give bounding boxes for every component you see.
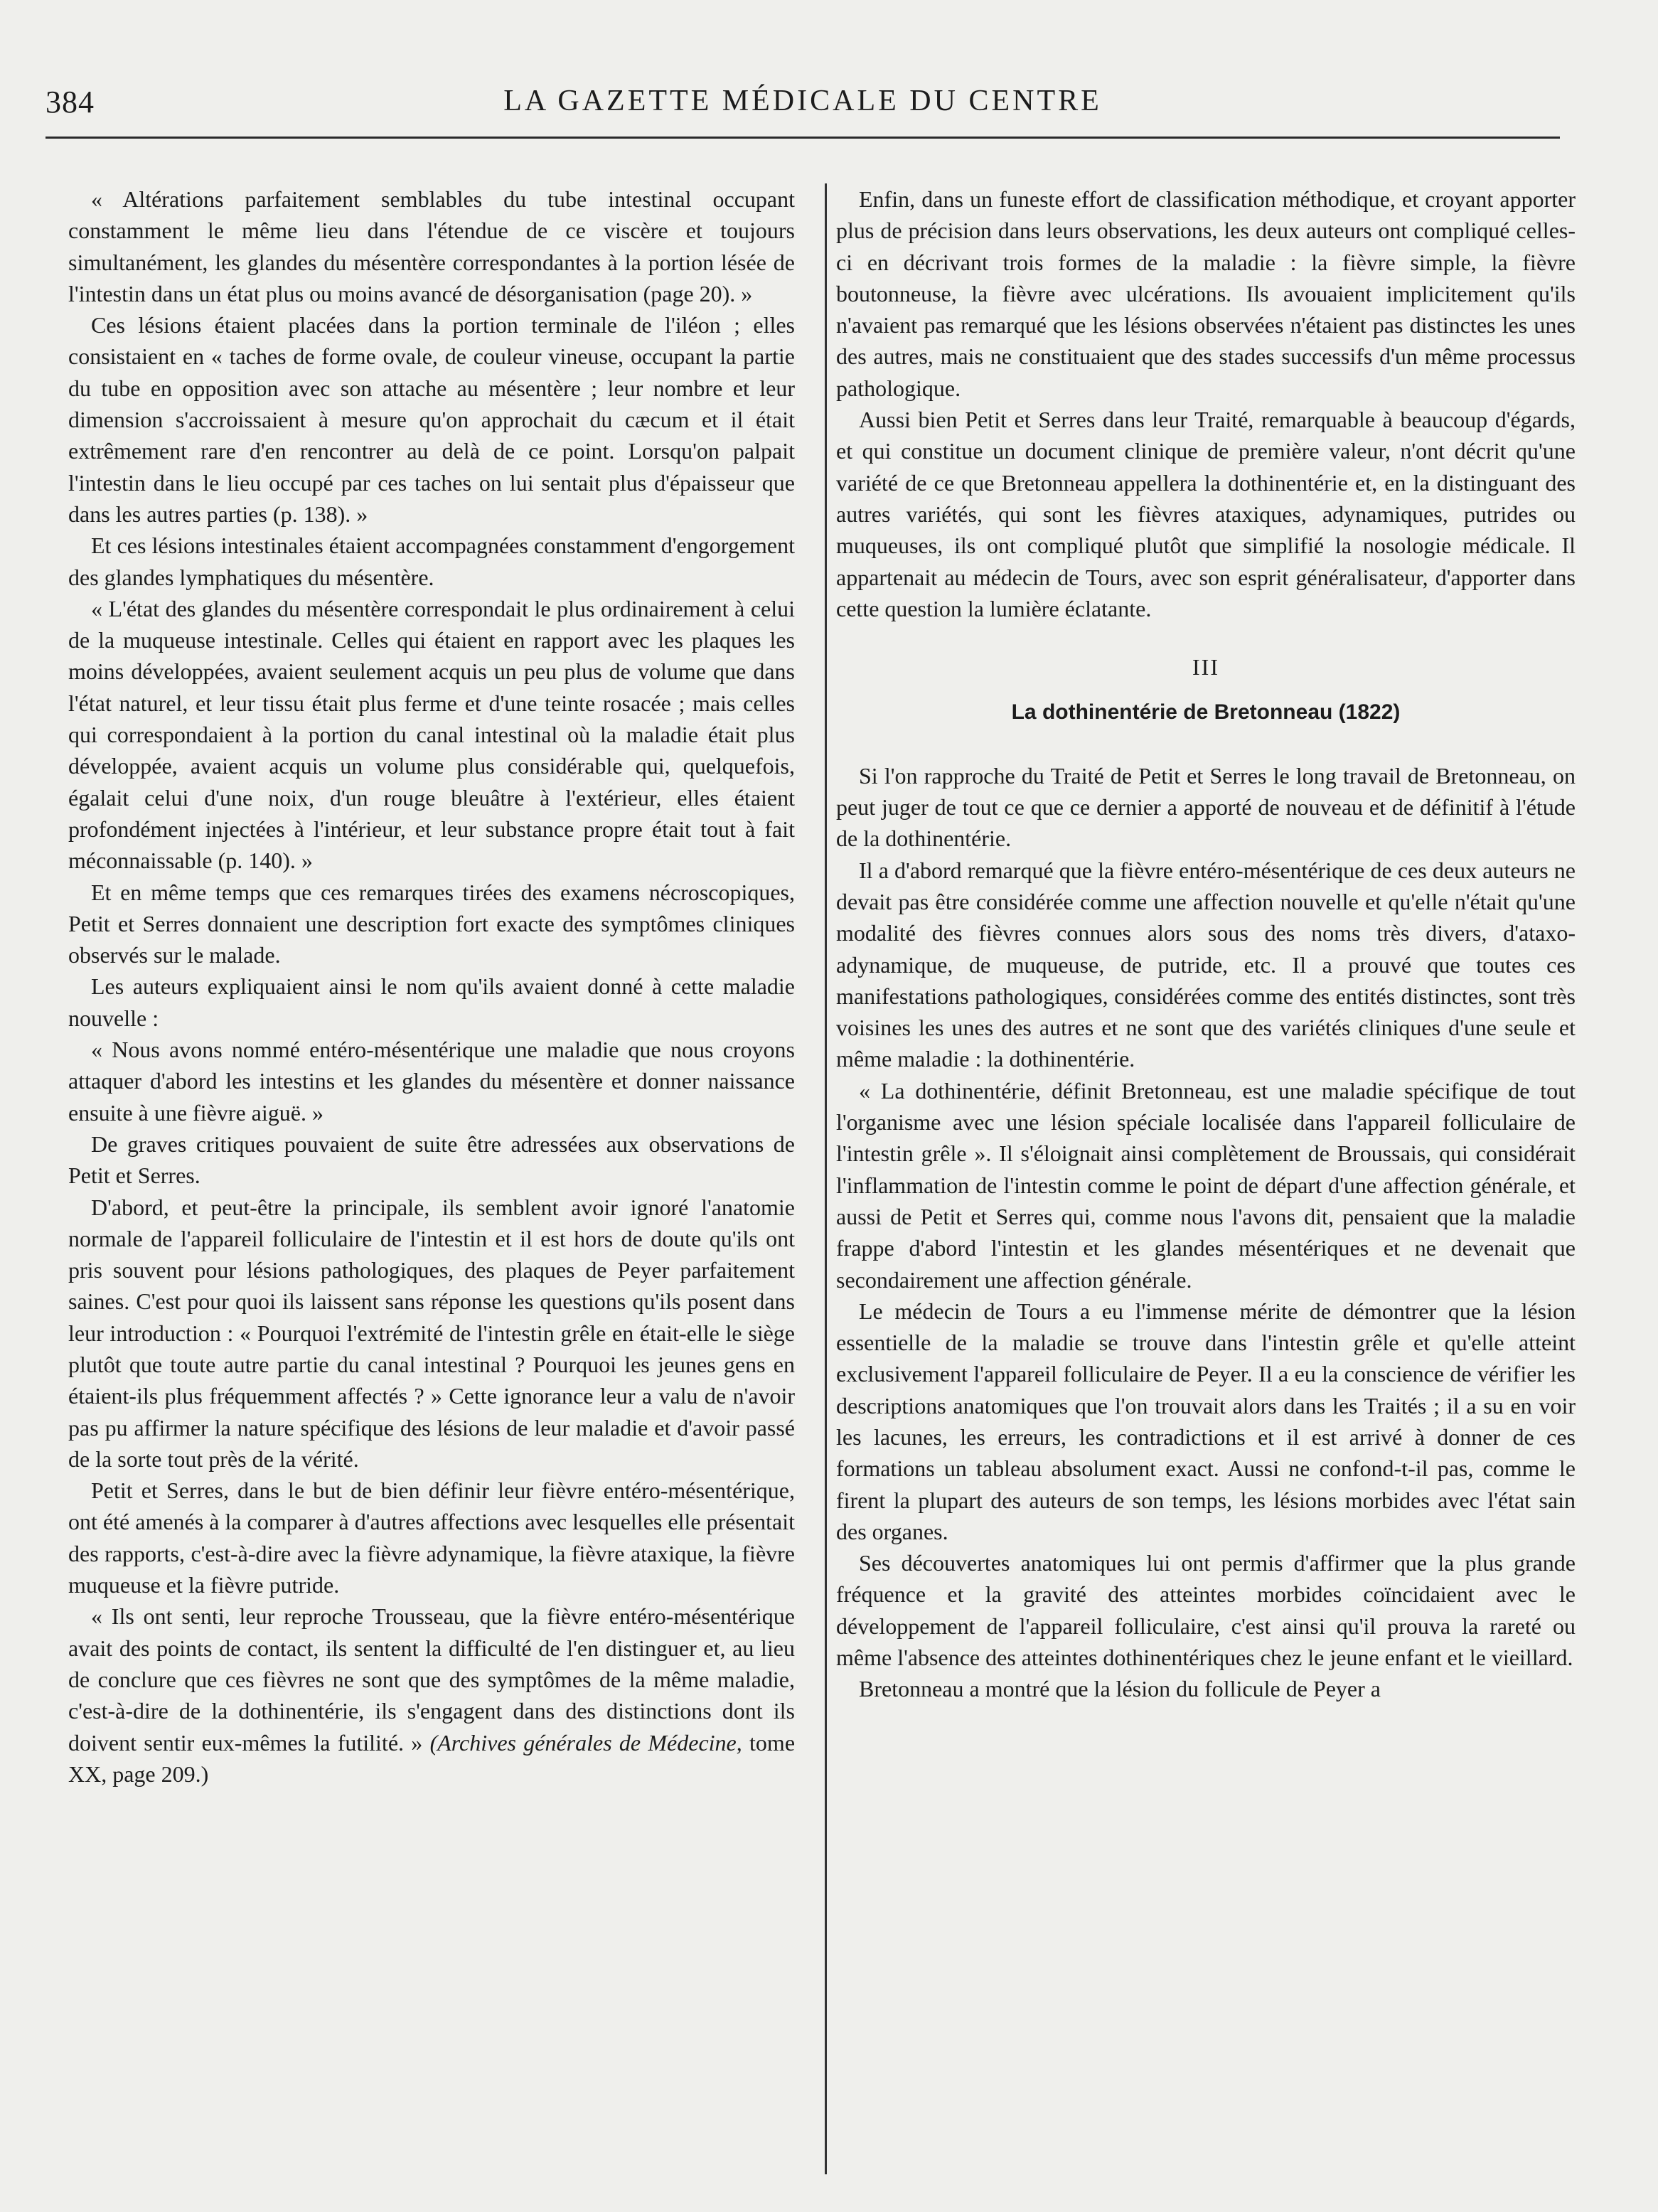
paragraph: Ces lésions étaient placées dans la portion terminale de l'iléon ; elles consistaient en « taches de forme ovale, de couleur vineuse, occupant la partie du tube en opposition avec son attache au mésentère ; leur nombre et leur dimension s'accroissaient à mesure qu'on approchait du cæcum et il était extrêmement rare d'en rencontrer au delà de ce point. Lorsqu'on palpait l'intestin dans le lieu occupé par ces taches on lui sentait plus d'épaisseur que dans les autres parties (p. 138). » xyxy=(68,312,795,527)
paragraph: Petit et Serres, dans le but de bien définir leur fièvre entéro-mésentérique, ont été amenés à la comparer à d'autres affections avec lesquelles elle présentait des rapports, c'est-à-dire avec la fièvre adynamique, la fièvre ataxique, la fièvre muqueuse et la fièvre putride. xyxy=(68,1478,795,1598)
paragraph: Les auteurs expliquaient ainsi le nom qu'ils avaient donné à cette maladie nouvelle : xyxy=(68,973,795,1031)
section-number: III xyxy=(1192,654,1219,680)
paragraph: D'abord, et peut-être la principale, ils semblent avoir ignoré l'anatomie normale de l'appareil folliculaire de l'intestin et il est hors de doute qu'ils ont pris souvent pour lésions pathologiques, des plaques de Peyer parfaitement saines. C'est pour quoi ils laissent sans réponse les questions qu'ils posent dans leur introduction : « Pourquoi l'extrémité de l'intestin grêle en était-elle le siège plutôt que toute autre partie du canal intestinal ? Pourquoi les jeunes gens en étaient-ils plus fréquemment affectés ? » Cette ignorance leur a valu de n'avoir pas pu affirmer la nature spécifique des lésions de leur maladie et d'avoir passé de la sorte tout près de la vérité. xyxy=(68,1194,795,1472)
column-divider xyxy=(825,183,827,2174)
journal-title: LA GAZETTE MÉDICALE DU CENTRE xyxy=(503,85,1102,117)
paragraph: « L'état des glandes du mésentère correspondait le plus ordinairement à celui de la muqueuse intestinale. Celles qui étaient en rapport avec les plaques les moins développées, avaient seulement acquis un peu plus de volume que dans l'état naturel, et leur tissu était plus ferme et d'une teinte rosacée ; mais celles qui correspondaient à la portion du canal intestinal où la maladie était plus développée, avaient acquis un volume plus considérable qui, quelquefois, égalait celui d'une noix, d'un rouge bleuâtre à l'extérieur, elles étaient profondément injectées à l'intérieur, et leur substance propre était tout à fait méconnaissable (p. 140). » xyxy=(68,595,795,874)
page-number: 384 xyxy=(46,85,95,119)
section-title: La dothinentérie de Bretonneau (1822) xyxy=(1011,700,1401,725)
paragraph: Et ces lésions intestinales étaient accompagnées constamment d'engorgement des glandes lymphatiques du mésentère. xyxy=(68,533,795,590)
paragraph: Ses découvertes anatomiques lui ont permis d'affirmer que la plus grande fréquence et la gravité des atteintes morbides coïncidaient avec le développement de l'appareil folliculaire, c'est ainsi qu'il prouva la rareté ou même l'absence des atteintes dothinentériques chez le jeune enfant et le vieillard. xyxy=(836,1550,1576,1671)
header-rule xyxy=(46,137,1560,139)
paragraph: « Nous avons nommé entéro-mésentérique une maladie que nous croyons attaquer d'abord les intestins et les glandes du mésentère et donner naissance ensuite à une fièvre aiguë. » xyxy=(68,1037,795,1126)
citation-source: (Archives générales de Médecine, xyxy=(429,1729,742,1756)
paragraph: « La dothinentérie, définit Bretonneau, est une maladie spécifique de tout l'organisme avec une lésion spéciale localisée dans l'appareil folliculaire de l'intestin grêle ». Il s'éloignait ainsi complètement de Broussais, qui considérait l'inflammation de l'intestin comme le point de départ d'une affection générale, et aussi de Petit et Serres qui, comme nous l'avons dit, pensaient que la maladie frappe d'abord l'intestin et les glandes mésentériques et ne devenait que secondairement une affection générale. xyxy=(836,1077,1576,1293)
quote-paragraph xyxy=(68,1601,795,1790)
quote-text: « Ils ont senti, leur reproche Trousseau, que la fièvre entéro-mésentérique avait des points de contact, ils sentent la difficulté de l'en distinguer et, au lieu de conclure que ces fièvres ne sont que des symptômes de la même maladie, c'est-à-dire de la dothinentérie, ils s'engagent dans des distinctions dont ils doivent sentir eux-mêmes la futilité. » xyxy=(68,1603,795,1756)
right-column xyxy=(836,183,1576,1705)
paragraph: Bretonneau a montré que la lésion du follicule de Peyer a xyxy=(859,1676,1381,1702)
left-column xyxy=(68,183,795,1790)
paragraph: « Altérations parfaitement semblables du tube intestinal occupant constamment le même lieu dans l'étendue de ce viscère et toujours simultanément, les glandes du mésentère correspondantes à la portion lésée de l'intestin dans un état plus ou moins avancé de désorganisation (page 20). » xyxy=(68,186,795,306)
paragraph: Aussi bien Petit et Serres dans leur Traité, remarquable à beaucoup d'égards, et qui constitue un document clinique de première valeur, n'ont décrit qu'une variété de ce que Bretonneau appellera la dothinentérie et, en la distinguant des autres variétés, qui sont les fièvres ataxiques, adynamiques, putrides ou muqueuses, ils ont compliqué plutôt que simplifié la nosologie médicale. Il appartenait au médecin de Tours, avec son esprit généralisateur, d'apporter dans cette question la lumière éclatante. xyxy=(836,407,1576,621)
paragraph: Et en même temps que ces remarques tirées des examens nécroscopiques, Petit et Serres donnaient une description fort exacte des symptômes cliniques observés sur le malade. xyxy=(68,879,795,968)
paragraph: Il a d'abord remarqué que la fièvre entéro-mésentérique de ces deux auteurs ne devait pas être considérée comme une affection nouvelle et qu'elle n'était qu'une modalité des fièvres connues alors sous des noms très divers, d'ataxo-adynamique, de muqueuse, de putride, etc. Il a prouvé que toutes ces manifestations pathologiques, considérées comme des entités distinctes, sont très voisines les unes des autres et ne sont que des variétés cliniques d'une seule et même maladie : la dothinentérie. xyxy=(836,857,1576,1072)
paragraph: De graves critiques pouvaient de suite être adressées aux observations de Petit et Serres. xyxy=(68,1131,795,1189)
paragraph: Si l'on rapproche du Traité de Petit et Serres le long travail de Bretonneau, on peut juger de tout ce que ce dernier a apporté de nouveau et de définitif à l'étude de la dothinentérie. xyxy=(836,762,1576,852)
paragraph: Enfin, dans un funeste effort de classification méthodique, et croyant apporter plus de précision dans leurs observations, les deux auteurs ont compliqué celles-ci en décrivant trois formes de la maladie : la fièvre simple, la fièvre boutonneuse, la fièvre avec ulcérations. Ils avouaient implicitement qu'ils n'avaient pas remarqué que les lésions observées n'étaient pas distinctes les unes des autres, mais ne constituaient que des stades successifs d'un même processus pathologique. xyxy=(836,186,1576,401)
paragraph: Le médecin de Tours a eu l'immense mérite de démontrer que la lésion essentielle de la maladie se trouve dans l'intestin grêle et qu'elle atteint exclusivement l'appareil folliculaire de Peyer. Il a eu la conscience de vérifier les descriptions anatomiques que l'on trouvait alors dans les Traités ; il a su en voir les lacunes, les erreurs, les contradictions et il est arrivé à donner de ces formations un tableau absolument exact. Aussi ne confond-t-il pas, comme le firent la plupart des auteurs de son temps, les lésions morbides avec l'état sain des organes. xyxy=(836,1298,1576,1544)
citation-tail: tome XX, page 209.) xyxy=(68,1729,796,1787)
